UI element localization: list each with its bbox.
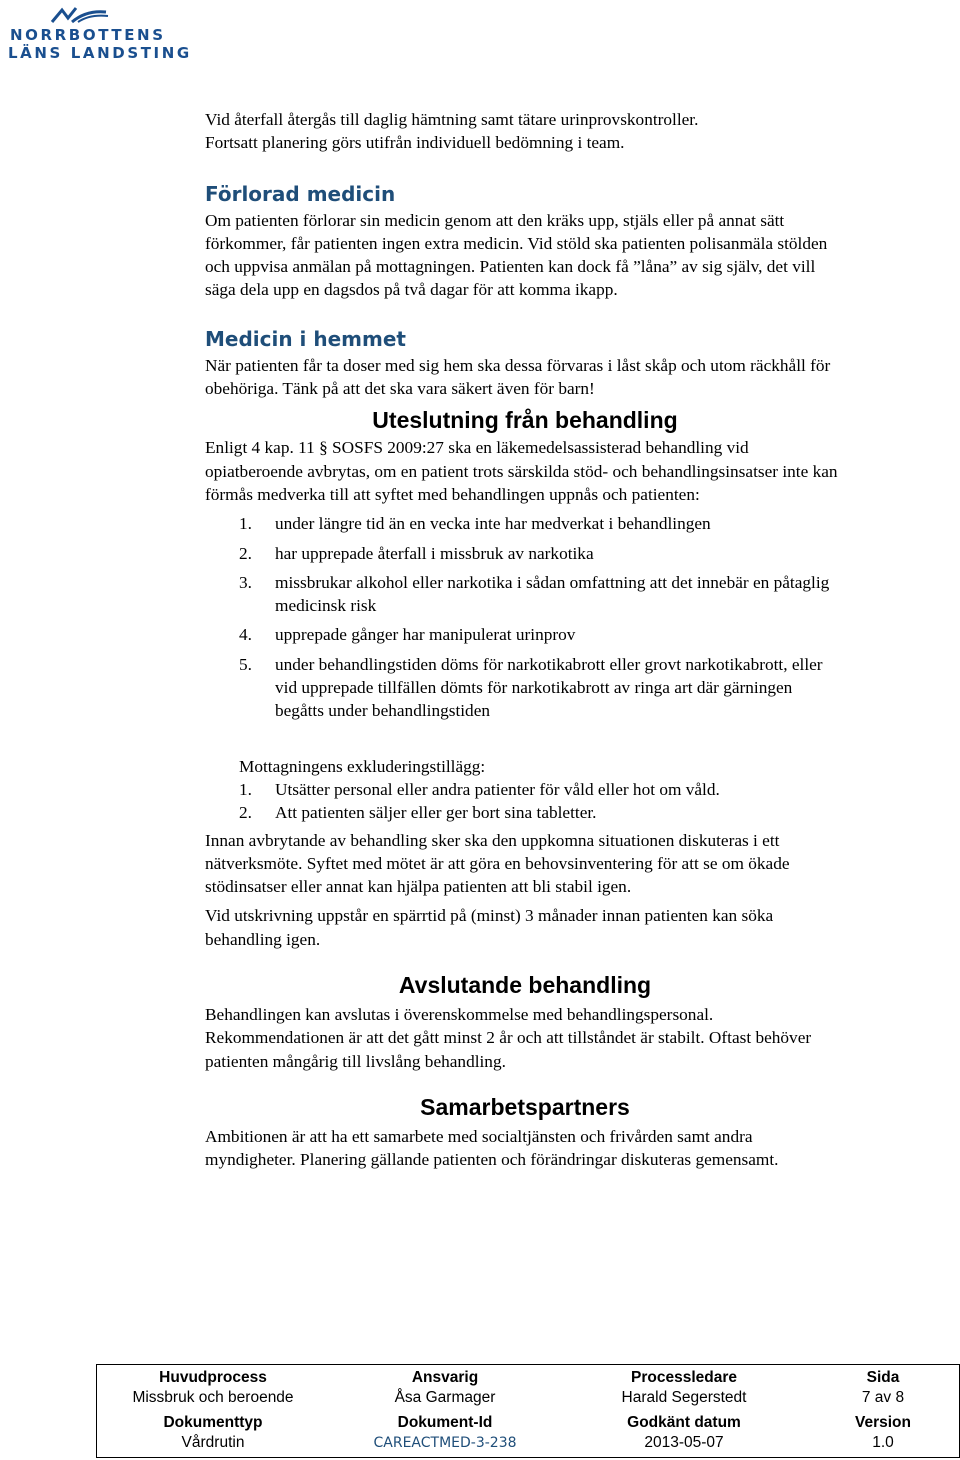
list-item-text: under behandlingstiden döms för narkotikabrott eller grovt narkotikabrott, eller vid upprepade tillfällen dömts för narkotikabrott av ringa art där gärningen begåtts under behandlingstiden xyxy=(275,654,823,721)
paragraph-medicin-i-hemmet: När patienten får ta doser med sig hem ska dessa förvaras i låst skåp och utom räckhåll för obehöriga. Tänk på att det ska vara säkert även för barn! xyxy=(205,355,831,399)
paragraph-natverksmote: Innan avbrytande av behandling sker ska den uppkomna situationen diskuteras i ett nätverksmöte. Syftet med mötet är att göra en behovsinventering för att se om ökade stödinsatser eller annat kan hjälpa patienten att bli stabil igen. xyxy=(205,830,790,897)
document-footer xyxy=(96,1364,960,1458)
list-item-text: under längre tid än en vecka inte har medverkat i behandlingen xyxy=(275,514,711,534)
heading-forlorad-medicin: Förlorad medicin xyxy=(205,181,396,206)
logo xyxy=(8,6,192,62)
list-item-text: har upprepade återfall i missbruk av narkotika xyxy=(275,543,594,563)
list-item xyxy=(205,623,845,646)
footer-version-value: 1.0 xyxy=(872,1433,894,1451)
list-item-text: Att patienten säljer eller ger bort sina tabletter. xyxy=(275,803,597,823)
footer-godkant-label: Godkänt datum xyxy=(627,1413,741,1431)
paragraph-avslutande-behandling: Behandlingen kan avslutas i överenskommelse med behandlingspersonal. Rekommendationen är att det gått minst 2 år och att tillståndet är stabilt. Oftast behöver patienten mångårig till livslång behandling. xyxy=(205,1005,812,1071)
footer-dokumenttyp-label: Dokumenttyp xyxy=(163,1413,263,1431)
paragraph-uteslutning: Enligt 4 kap. 11 § SOSFS 2009:27 ska en läkemedelsassisterad behandling vid opiatberoende avbrytas, om en patient trots särskilda stöd- och behandlingsinsatser inte kan förmås medverka till att syftet med behandlingen uppnås och patienten: xyxy=(205,438,838,504)
list-item-text: missbrukar alkohol eller narkotika i sådan omfattning att det innebär en påtaglig medicinsk risk xyxy=(275,572,830,616)
paragraph-forlorad-medicin: Om patienten förlorar sin medicin genom att den kräks upp, stjäls eller på annat sätt förkommer, får patienten ingen extra medicin. Vid stöld ska patienten polisanmäla stölden och uppvisa anmälan på mottagningen. Patienten kan dock få ”låna” av sig själv, det vill säga dela upp en dagsdos på två dagar för att komma ikapp. xyxy=(205,210,828,300)
list-item xyxy=(205,542,845,565)
footer-sida-label: Sida xyxy=(866,1369,900,1386)
list-item-number: 1. xyxy=(239,514,252,534)
heading-uteslutning: Uteslutning från behandling xyxy=(372,407,678,434)
list-item xyxy=(205,571,845,618)
heading-avslutande-behandling: Avslutande behandling xyxy=(398,972,652,999)
heading-samarbetspartners: Samarbetspartners xyxy=(420,1093,630,1120)
footer-dokumentid-value: CAREACTMED-3-238 xyxy=(373,1434,517,1451)
list-item xyxy=(205,512,845,535)
footer-sida-value: 7 av 8 xyxy=(861,1389,905,1406)
intro-line-1: Vid återfall återgås till daglig hämtning samt tätare urinprovskontroller. xyxy=(205,110,699,129)
footer-processledare-value: Harald Segerstedt xyxy=(621,1389,747,1406)
list-item-text: Utsätter personal eller andra patienter för våld eller hot om våld. xyxy=(275,779,720,799)
logo-text-line2: LÄNS LANDSTING xyxy=(8,44,192,62)
footer-ansvarig-value: Åsa Garmager xyxy=(394,1389,496,1406)
list-item-number: 4. xyxy=(239,625,252,645)
list-item-number: 2. xyxy=(239,803,252,823)
extra-criteria-label: Mottagningens exkluderingstillägg: xyxy=(239,756,486,776)
list-item xyxy=(205,778,845,801)
logo-wave-icon xyxy=(50,6,110,26)
paragraph-samarbetspartners: Ambitionen är att ha ett samarbete med socialtjänsten och frivården samt andra myndigheter. Planering gällande patienten och förändringar diskuteras gemensamt. xyxy=(205,1126,779,1170)
logo-text-line1: NORRBOTTENS xyxy=(10,26,166,44)
footer-huvudprocess-label: Huvudprocess xyxy=(159,1369,267,1386)
exclusion-criteria-list xyxy=(205,512,845,722)
footer-processledare-label: Processledare xyxy=(631,1369,737,1386)
footer-dokumentid-label: Dokument-Id xyxy=(397,1413,493,1431)
heading-medicin-i-hemmet: Medicin i hemmet xyxy=(205,326,406,351)
list-item-number: 5. xyxy=(239,654,252,674)
list-item-number: 3. xyxy=(239,572,252,592)
footer-godkant-value: 2013-05-07 xyxy=(644,1433,724,1451)
intro-line-2: Fortsatt planering görs utifrån individuell bedömning i team. xyxy=(205,133,625,153)
list-item-number: 1. xyxy=(239,779,252,799)
paragraph-sparrtid: Vid utskrivning uppstår en spärrtid på (minst) 3 månader innan patienten kan söka behandling igen. xyxy=(205,906,774,949)
footer-table xyxy=(97,1365,959,1457)
list-item xyxy=(205,653,845,723)
footer-huvudprocess-value: Missbruk och beroende xyxy=(132,1389,294,1406)
footer-version-label: Version xyxy=(855,1413,911,1431)
document-body xyxy=(205,108,845,1172)
list-item xyxy=(205,801,845,824)
footer-ansvarig-label: Ansvarig xyxy=(411,1369,479,1386)
footer-dokumenttyp-value: Vårdrutin xyxy=(181,1433,245,1451)
list-item-text: upprepade gånger har manipulerat urinprov xyxy=(275,625,576,645)
list-item-number: 2. xyxy=(239,543,252,563)
extra-criteria-list xyxy=(205,778,845,825)
